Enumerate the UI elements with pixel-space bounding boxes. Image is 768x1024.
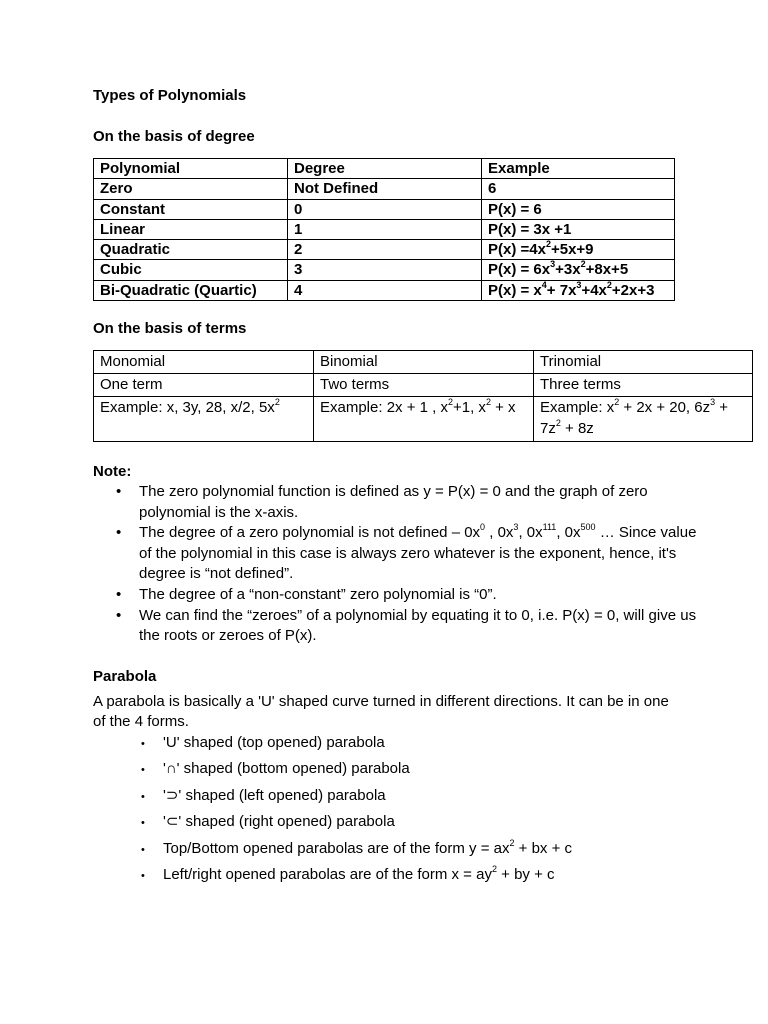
- bullet-icon: •: [141, 870, 145, 883]
- polynomial-name-cell: Zero: [94, 179, 288, 199]
- example-cell: Example: 2x + 1 , $x^2+1$, $x^2 + x$: [314, 397, 534, 442]
- header-cell: Degree: [288, 159, 482, 179]
- parabola-form-text: Top/Bottom opened parabolas are of the form $y = ax^2$ + bx + c: [163, 837, 573, 857]
- parabola-form-text: '∩' shaped (bottom opened) parabola: [163, 760, 410, 778]
- header-cell: Example: [482, 159, 675, 179]
- degree-section-heading: On the basis of degree: [93, 128, 255, 145]
- table-row: [94, 280, 675, 300]
- parabola-form-text: 'U' shaped (top opened) parabola: [163, 733, 385, 751]
- bullet-icon: •: [116, 586, 122, 604]
- polynomial-name-cell: Constant: [94, 199, 288, 219]
- header-cell: Polynomial: [94, 159, 288, 179]
- bullet-icon: •: [116, 483, 122, 501]
- note-list: [93, 482, 699, 647]
- table-row: [94, 374, 753, 397]
- list-item: [141, 759, 753, 779]
- bullet-icon: •: [141, 790, 145, 803]
- table-header-row: [94, 159, 675, 179]
- list-item: [141, 733, 753, 753]
- list-item: [141, 812, 753, 832]
- table-row: [94, 179, 675, 199]
- list-item: [116, 522, 699, 585]
- example-cell: $P(x) = x^4+ 7x^3+4x^2+2x+3$: [482, 280, 675, 300]
- bullet-icon: •: [141, 817, 145, 830]
- term-count-cell: One term: [94, 374, 314, 397]
- term-count-cell: Three terms: [534, 374, 753, 397]
- example-cell: P(x) = 3x +1: [482, 219, 675, 239]
- parabola-form-text: '⊃' shaped (left opened) parabola: [163, 786, 386, 804]
- example-cell: $P(x) = 6x^3+3x^2+8x+5$: [482, 260, 675, 280]
- table-row: [94, 397, 753, 442]
- degree-cell: 2: [288, 240, 482, 260]
- table-row: [94, 219, 675, 239]
- table-row: [94, 260, 675, 280]
- bullet-icon: •: [141, 737, 145, 750]
- note-text: The degree of a “non-constant” zero polynomial is “0”.: [139, 586, 497, 604]
- example-cell: P(x) = 6: [482, 199, 675, 219]
- polynomial-name-cell: Bi-Quadratic (Quartic): [94, 280, 288, 300]
- degree-cell: 0: [288, 199, 482, 219]
- list-item: [141, 864, 753, 885]
- example-cell: $P(x) =4x^2+5x+9$: [482, 240, 675, 260]
- header-cell: Binomial: [314, 351, 534, 374]
- bullet-icon: •: [141, 764, 145, 777]
- parabola-description: A parabola is basically a 'U' shaped curve turned in different directions. It can be in one of the 4 forms.: [93, 692, 669, 731]
- example-cell: Example: x, 3y, 28, x/2, $5x^2$: [94, 397, 314, 442]
- header-cell: Trinomial: [534, 351, 753, 374]
- parabola-form-text: '⊂' shaped (right opened) parabola: [163, 813, 395, 831]
- degree-cell: 4: [288, 280, 482, 300]
- page-title: Types of Polynomials: [93, 87, 247, 104]
- degree-cell: 3: [288, 260, 482, 280]
- list-item: [116, 606, 699, 647]
- degree-cell: Not Defined: [288, 179, 482, 199]
- bullet-icon: •: [116, 524, 122, 542]
- note-text: The zero polynomial function is defined as y = P(x) = 0 and the graph of zero polynomial is the x-axis.: [139, 483, 648, 521]
- bullet-icon: •: [116, 606, 122, 624]
- polynomial-name-cell: Cubic: [94, 260, 288, 280]
- bullet-icon: •: [141, 843, 145, 856]
- degree-table: [93, 158, 675, 301]
- parabola-form-text: Left/right opened parabolas are of the form $x = ay^2$ + by + c: [163, 864, 555, 884]
- terms-table: [93, 350, 753, 442]
- table-row: [94, 240, 675, 260]
- example-cell: 6: [482, 179, 675, 199]
- list-item: [141, 837, 753, 859]
- degree-cell: 1: [288, 219, 482, 239]
- term-count-cell: Two terms: [314, 374, 534, 397]
- header-cell: Monomial: [94, 351, 314, 374]
- document-page: [93, 86, 753, 892]
- polynomial-name-cell: Quadratic: [94, 240, 288, 260]
- table-header-row: [94, 351, 753, 374]
- note-text: We can find the “zeroes” of a polynomial by equating it to 0, i.e. P(x) = 0, will give us the roots or zeroes of P(x).: [139, 606, 697, 645]
- example-cell: Example: $x^2 + 2x + 20$, $6z^3 + 7z^2 + 8z$: [534, 397, 753, 442]
- list-item: [141, 786, 753, 806]
- list-item: [116, 482, 699, 523]
- note-label: Note:: [93, 463, 132, 481]
- table-row: [94, 199, 675, 219]
- note-text: The degree of a zero polynomial is not defined – $0x^0$ , $0x^3$, $0x^{111}$, $0x^{500}$ … Since value of the polynomial in this case is always zero whatever is the exponent, hence, it's degree is “not defined”.: [139, 522, 697, 583]
- polynomial-name-cell: Linear: [94, 219, 288, 239]
- parabola-heading: Parabola: [93, 667, 157, 685]
- terms-section-heading: On the basis of terms: [93, 320, 247, 338]
- parabola-forms-list: [93, 733, 753, 886]
- list-item: [116, 585, 699, 606]
